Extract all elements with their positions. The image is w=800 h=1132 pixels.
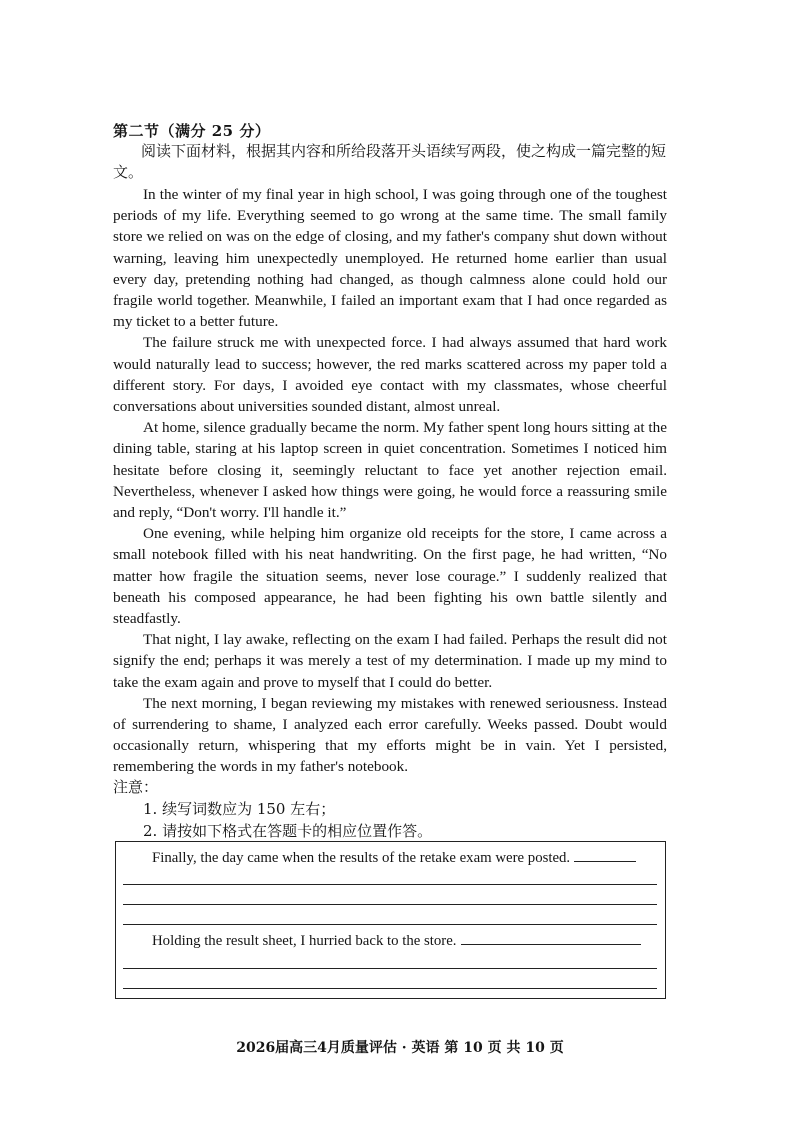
note-word-count: 1. 续写词数应为 150 左右； xyxy=(143,800,336,818)
answer-blank[interactable] xyxy=(574,849,636,862)
continuation-prompt-1-text: Finally, the day came when the results of the retake exam were posted. xyxy=(152,850,571,866)
task-instruction xyxy=(113,141,673,183)
story-text xyxy=(113,184,667,778)
page-footer: 2026届高三4月质量评估 · 英语 第 10 页 共 10 页 xyxy=(236,1040,564,1056)
answer-box xyxy=(115,841,666,999)
answer-line[interactable] xyxy=(123,924,657,925)
answer-line[interactable] xyxy=(123,904,657,905)
section-title: 第二节（满分 25 分） xyxy=(113,122,271,140)
story-paragraph: The failure struck me with unexpected force. I had always assumed that hard work would naturally lead to success; however, the red marks scattered across my paper told a different story. For days, I avoided eye contact with my classmates, whose cheerful conversations about universities sounded distant, almost unreal. xyxy=(113,334,667,416)
continuation-prompt-2-text: Holding the result sheet, I hurried back to the store. xyxy=(152,933,457,949)
answer-line[interactable] xyxy=(123,884,657,885)
story-paragraph: That night, I lay awake, reflecting on the exam I had failed. Perhaps the result did not signify the end; perhaps it was merely a test of my determination. I made up my mind to take the exam again and prove to myself that I could do better. xyxy=(113,631,667,691)
story-paragraph: The next morning, I began reviewing my mistakes with renewed seriousness. Instead of surrendering to shame, I analyzed each error carefully. Weeks passed. Doubt would occasionally return, whispering that my efforts might be in vain. Yet I persisted, remembering the words in my father's notebook. xyxy=(113,694,667,776)
answer-line[interactable] xyxy=(123,988,657,989)
answer-line[interactable] xyxy=(123,968,657,969)
note-answer-format: 2. 请按如下格式在答题卡的相应位置作答。 xyxy=(143,822,433,840)
story-paragraph: One evening, while helping him organize old receipts for the store, I came across a small notebook filled with his neat handwriting. On the first page, he had written, “No matter how fragile the situation seems, never lose courage.” I suddenly realized that beneath his composed appearance, he had been fighting his own battle silently and steadfastly. xyxy=(113,525,667,628)
story-paragraph: In the winter of my final year in high school, I was going through one of the toughest periods of my life. Everything seemed to go wrong at the same time. The small family store we relied on was on the edge of closing, and my father's company shut down without warning, leaving him unexpectedly unemployed. He returned home earlier than usual every day, pretending nothing had changed, as though calmness alone could hold our fragile world together. Meanwhile, I failed an important exam that I had once regarded as my ticket to a better future. xyxy=(113,186,667,331)
continuation-prompt-1 xyxy=(152,849,636,867)
notes-label: 注意： xyxy=(113,778,159,796)
answer-blank[interactable] xyxy=(461,932,641,945)
story-paragraph: At home, silence gradually became the norm. My father spent long hours sitting at the dining table, staring at his laptop screen in quiet concentration. Sometimes I noticed him hesitate before closing it, seemingly reluctant to face yet another rejection email. Nevertheless, whenever I asked how things were going, he would force a reassuring smile and reply, “Don't worry. I'll handle it.” xyxy=(113,419,667,522)
task-instruction-text: 阅读下面材料，根据其内容和所给段落开头语续写两段，使之构成一篇完整的短文。 xyxy=(113,142,667,181)
continuation-prompt-2 xyxy=(152,932,641,950)
